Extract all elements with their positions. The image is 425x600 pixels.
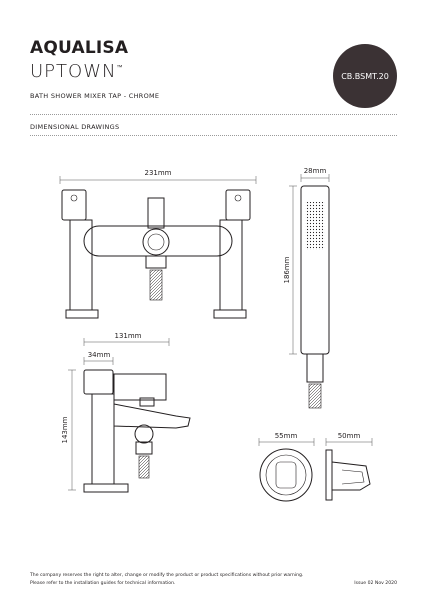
side-diverter — [114, 374, 166, 400]
dimension-handset-width: 28mm — [303, 167, 327, 175]
product-subtitle: BATH SHOWER MIXER TAP - CHROME — [30, 92, 160, 100]
right-base — [214, 310, 246, 318]
left-handle — [62, 190, 86, 220]
diverter-knob — [148, 198, 164, 228]
section-title: DIMENSIONAL DRAWINGS — [30, 123, 120, 131]
handset-connector — [307, 354, 323, 382]
installation-note: Please refer to the installation guides for technical information. — [30, 581, 176, 586]
hose — [150, 270, 162, 300]
spray-nozzles — [305, 202, 325, 250]
left-base — [66, 310, 98, 318]
side-handle — [84, 370, 113, 394]
right-handle — [226, 190, 250, 220]
trademark-mark: ™ — [116, 64, 124, 71]
left-pillar — [70, 220, 92, 310]
wall-bracket-drawing — [259, 432, 372, 501]
side-hose — [139, 456, 149, 478]
dimension-height: 143mm — [61, 416, 69, 444]
hose-connector — [146, 256, 166, 268]
dimension-bracket-side: 50mm — [337, 432, 361, 440]
bracket-wall-plate — [326, 450, 332, 500]
side-spout — [114, 404, 190, 428]
handset-hose — [309, 384, 321, 408]
outlet-ring — [143, 229, 169, 255]
product-code: CB.BSMT.20 — [341, 71, 389, 81]
issue-date: Issue 02 Nov 2020 — [354, 581, 397, 586]
front-view-drawing — [60, 169, 256, 318]
spout-body — [84, 226, 232, 256]
right-pillar — [220, 220, 242, 310]
dimension-width-front: 231mm — [144, 169, 172, 177]
side-view-drawing — [61, 332, 190, 492]
brand-logo: AQUALISA — [30, 38, 129, 58]
dimension-handle-depth: 34mm — [87, 351, 111, 359]
dimension-side-depth: 131mm — [114, 332, 142, 340]
side-outlet — [135, 425, 153, 443]
bracket-holder — [332, 462, 370, 490]
side-pillar — [92, 394, 114, 484]
disclaimer-text: The company reserves the right to alter, change or modify the product or product specifications without prior warning. — [30, 573, 304, 578]
product-name-text: UPTOWN — [30, 61, 117, 82]
dimension-handset-length: 186mm — [283, 256, 291, 284]
side-base — [84, 484, 128, 492]
bracket-front-outer — [260, 449, 312, 501]
dimension-bracket-front: 55mm — [274, 432, 298, 440]
handset-drawing — [283, 167, 329, 408]
